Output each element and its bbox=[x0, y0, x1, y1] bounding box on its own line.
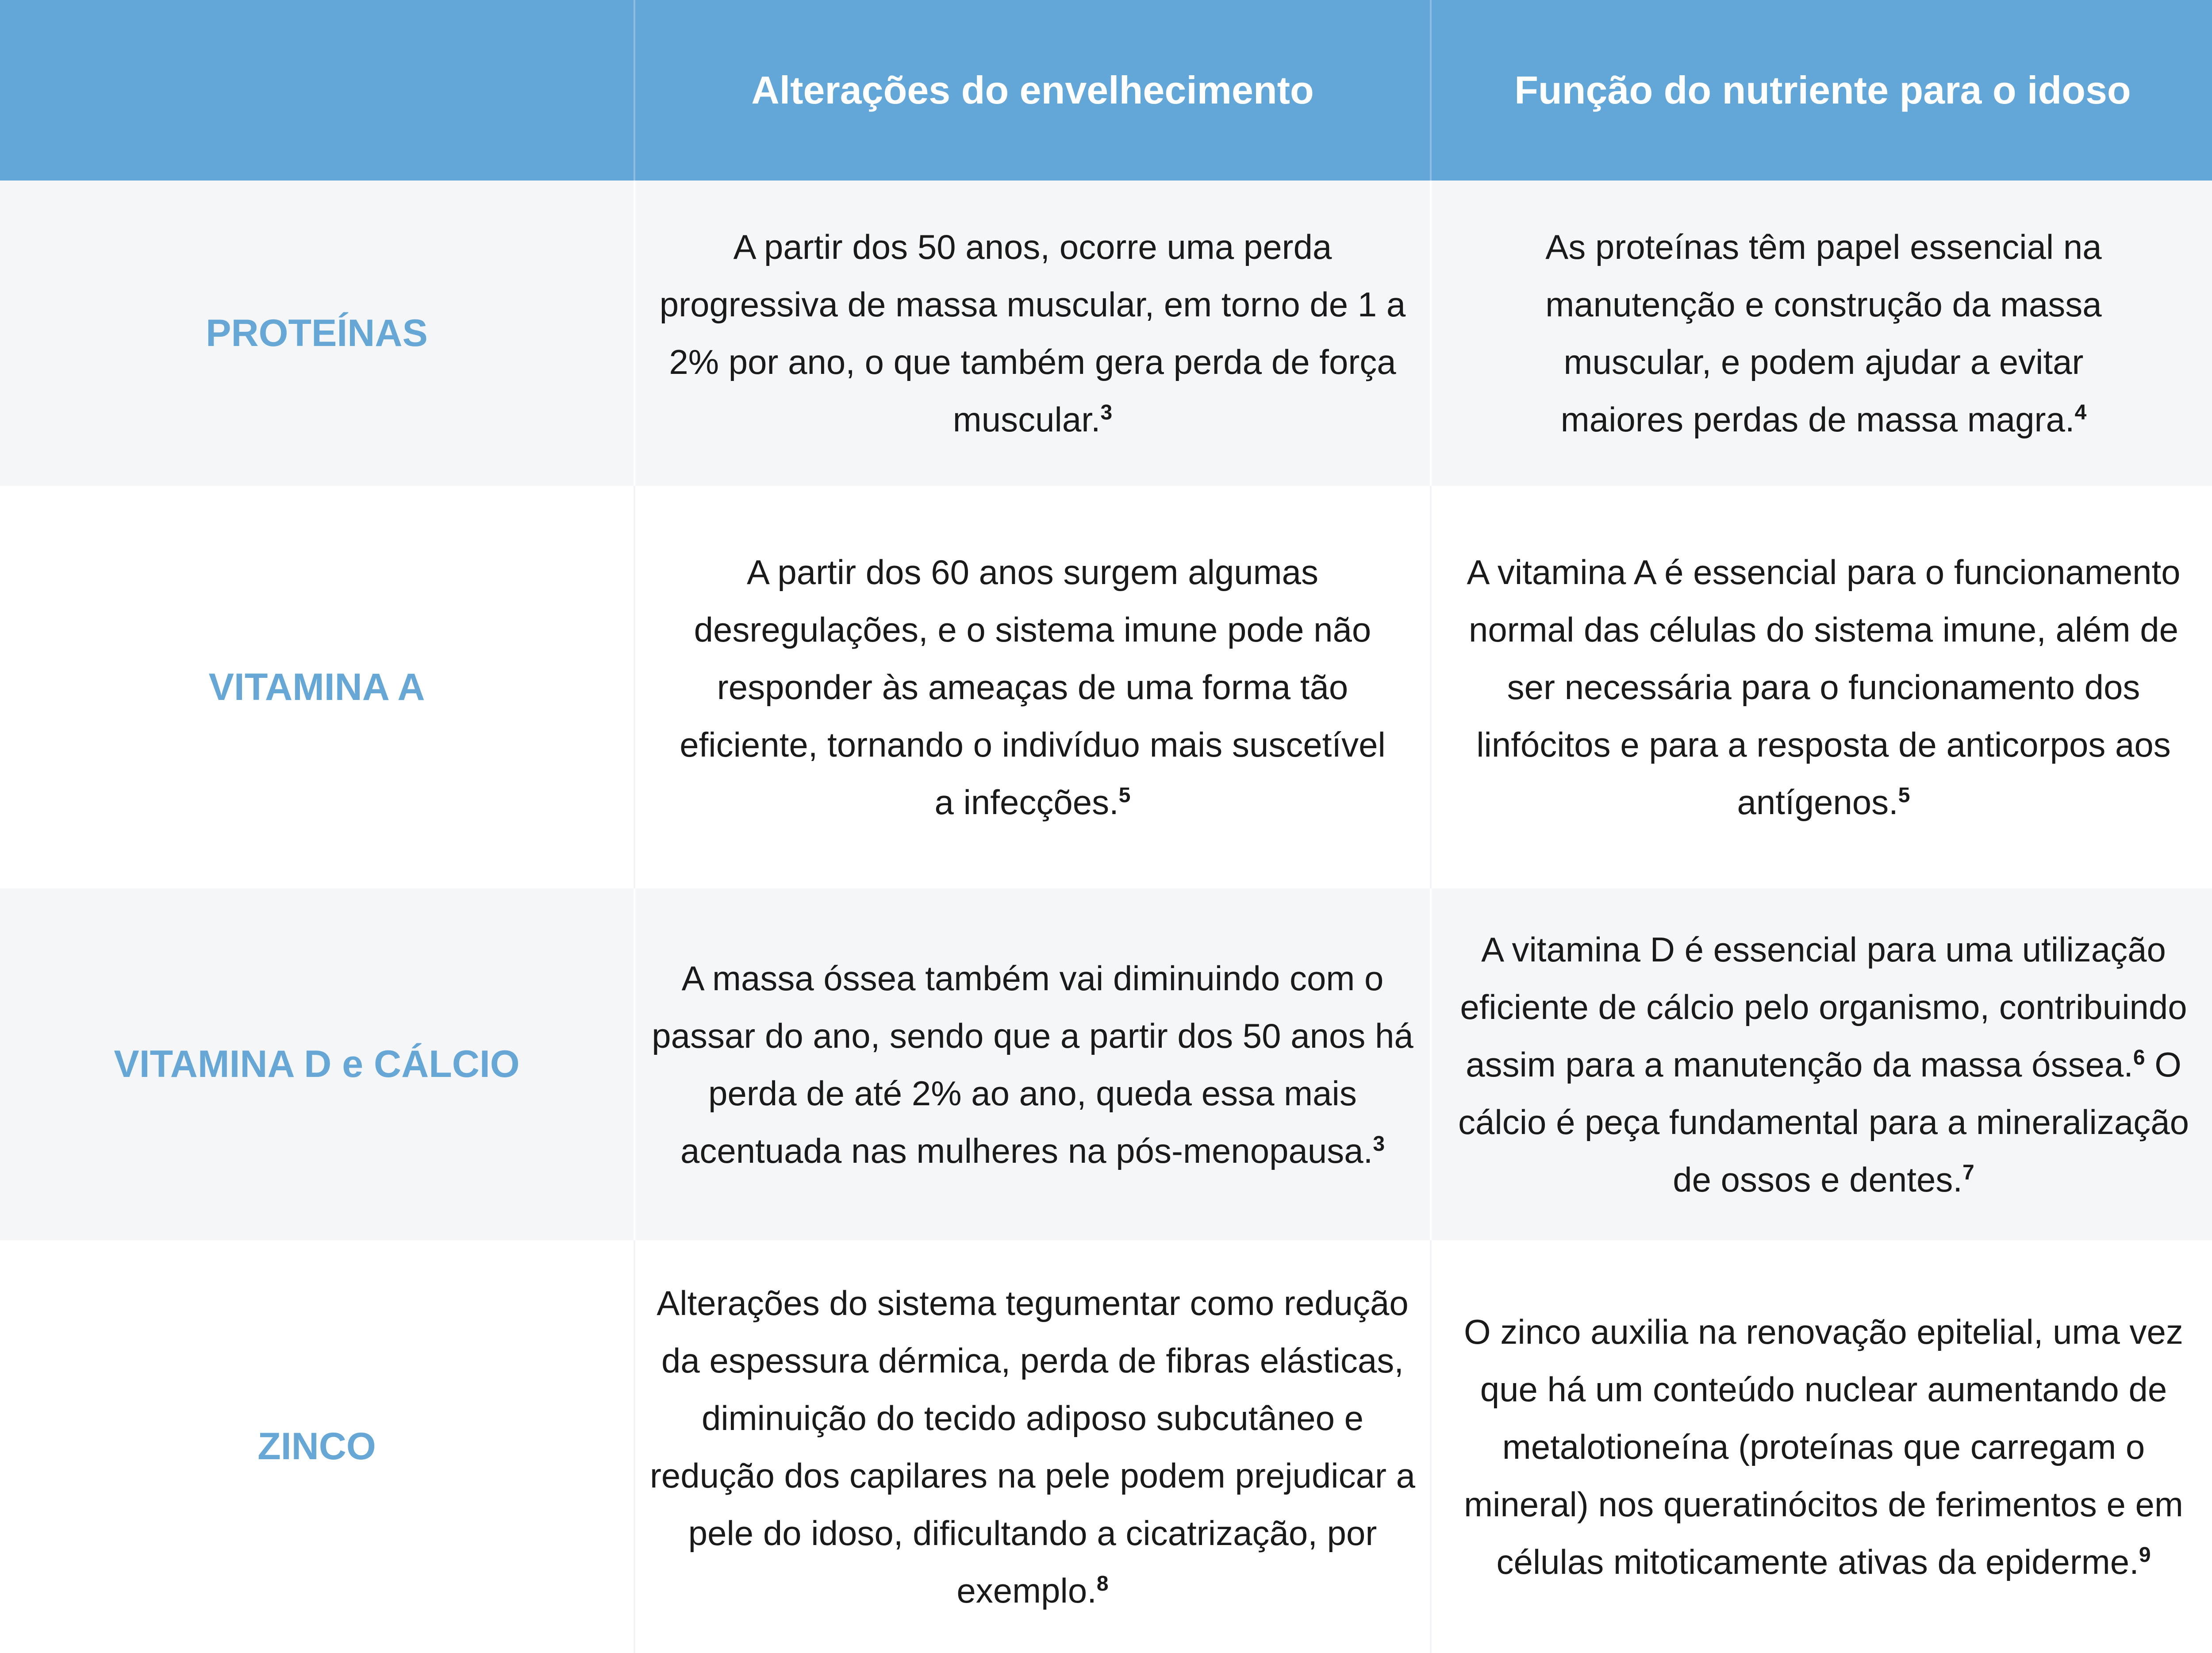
nutrient-function-body: O zinco auxilia na renovação epitelial, uma vez que há um conteúdo nuclear aumentando de metalotioneína (proteínas que carregam o mineral) nos queratinócitos de ferimentos e em células mitoticamente ativas da epiderme. bbox=[1464, 1312, 2183, 1581]
nutrient-function-text bbox=[1452, 543, 2195, 831]
nutrient-function-body: As proteínas têm papel essencial na manutenção e construção da massa muscular, e podem ajudar a evitar maiores perdas de massa magra. bbox=[1545, 227, 2102, 439]
row-label-cell bbox=[0, 888, 635, 1240]
row-label-cell bbox=[0, 181, 635, 486]
row-label-cell bbox=[0, 1240, 635, 1653]
nutrient-function-cell bbox=[1432, 181, 2212, 486]
aging-changes-body: Alterações do sistema tegumentar como redução da espessura dérmica, perda de fibras elásticas, diminuição do tecido adiposo subcutâneo e redução dos capilares na pele podem prejudicar a pele do idoso, dificultando a cicatrização, por exemplo. bbox=[649, 1283, 1416, 1610]
nutrient-function-text bbox=[1445, 1303, 2202, 1591]
nutrient-function-body: A vitamina A é essencial para o funcionamento normal das células do sistema imune, além de ser necessária para o funcionamento dos linfócitos e para a resposta de anticorpos aos antígenos. bbox=[1467, 553, 2181, 822]
nutrient-label-vitamin-d-calcium: VITAMINA D e CÁLCIO bbox=[114, 1043, 520, 1085]
aging-changes-body: A massa óssea também vai diminuindo com o passar do ano, sendo que a partir dos 50 anos há perda de até 2% ao ano, queda essa mais acentuada nas mulheres na pós-menopausa. bbox=[652, 958, 1413, 1170]
header-aging-changes bbox=[635, 0, 1432, 181]
nutrient-function-body: A vitamina D é essencial para uma utilização eficiente de cálcio pelo organismo, contribuindo assim para a manutenção da massa óssea. bbox=[1460, 930, 2187, 1084]
reference-number: 5 bbox=[1898, 784, 1910, 807]
aging-changes-cell bbox=[635, 181, 1432, 486]
aging-changes-text bbox=[657, 218, 1409, 448]
aging-changes-cell bbox=[635, 888, 1432, 1240]
aging-changes-body: A partir dos 60 anos surgem algumas desregulações, e o sistema imune pode não responder às ameaças de uma forma tão eficiente, tornando o indivíduo mais suscetível a infecções. bbox=[680, 553, 1386, 822]
reference-number: 9 bbox=[2139, 1543, 2151, 1567]
aging-changes-body: A partir dos 50 anos, ocorre uma perda progressiva de massa muscular, em torno de 1 a 2% por ano, o que também gera perda de força muscular. bbox=[659, 227, 1406, 439]
nutrient-function-body-continued: O cálcio é peça fundamental para a mineralização de ossos e dentes. bbox=[1458, 1045, 2189, 1199]
reference-number: 3 bbox=[1100, 401, 1113, 424]
reference-number: 5 bbox=[1118, 784, 1131, 807]
reference-number: 6 bbox=[2133, 1046, 2145, 1069]
header-empty-cell bbox=[0, 0, 635, 181]
aging-changes-text bbox=[649, 1274, 1417, 1619]
aging-changes-text bbox=[679, 543, 1386, 831]
nutrient-function-text bbox=[1445, 921, 2202, 1208]
reference-number: 3 bbox=[1373, 1132, 1385, 1156]
nutrient-function-cell bbox=[1432, 486, 2212, 888]
header-nutrient-function bbox=[1432, 0, 2212, 181]
reference-number: 4 bbox=[2074, 401, 2087, 424]
nutrient-label-zinc: ZINCO bbox=[257, 1425, 376, 1468]
header-col2-label: Função do nutriente para o idoso bbox=[1514, 68, 2131, 112]
nutrient-function-text bbox=[1509, 218, 2138, 448]
nutrient-label-vitamin-a: VITAMINA A bbox=[208, 665, 425, 708]
reference-number: 7 bbox=[1962, 1161, 1974, 1184]
aging-changes-cell bbox=[635, 1240, 1432, 1653]
nutrient-function-cell bbox=[1432, 888, 2212, 1240]
row-label-cell bbox=[0, 486, 635, 888]
header-col1-label: Alterações do envelhecimento bbox=[751, 68, 1314, 112]
nutrient-function-cell bbox=[1432, 1240, 2212, 1653]
aging-changes-text bbox=[649, 950, 1417, 1180]
nutrient-label-proteins: PROTEÍNAS bbox=[206, 311, 428, 354]
aging-changes-cell bbox=[635, 486, 1432, 888]
reference-number: 8 bbox=[1096, 1572, 1109, 1595]
